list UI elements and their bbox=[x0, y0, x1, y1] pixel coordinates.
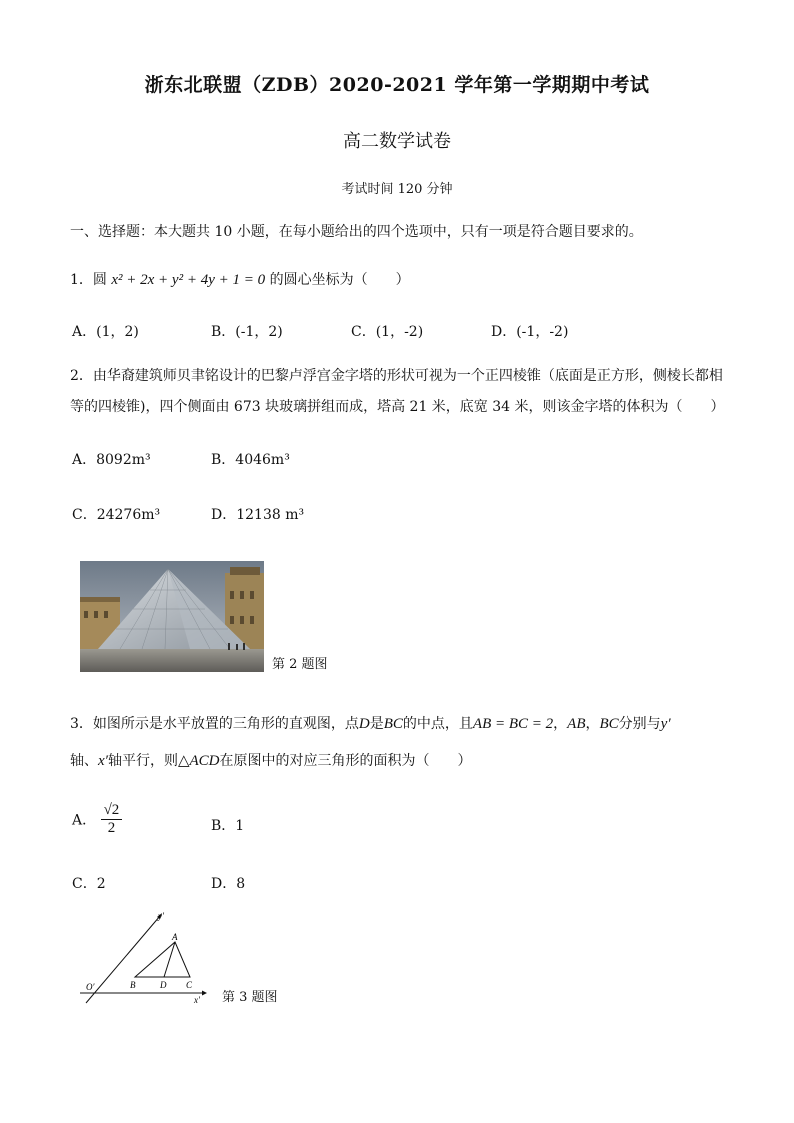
q1-option-b[interactable]: B．(-1，2) bbox=[211, 324, 283, 340]
label-o-prime: O′ bbox=[86, 982, 95, 992]
q3-segment-ab: AB bbox=[567, 716, 586, 732]
q1-option-a[interactable]: A．(1，2) bbox=[72, 324, 139, 340]
exam-subtitle: 高二数学试卷 bbox=[343, 131, 451, 152]
q3-text-b: 是 bbox=[369, 716, 384, 732]
q3-figure-caption: 第 3 题图 bbox=[222, 990, 278, 1005]
q3-triangle-acd: △ACD bbox=[177, 753, 220, 769]
label-d: D bbox=[160, 980, 167, 990]
exam-title: 浙东北联盟（ZDB）2020-2021 学年第一学期期中考试 bbox=[144, 74, 650, 96]
q3-x-prime: x′ bbox=[98, 753, 108, 769]
exam-time: 考试时间 120 分钟 bbox=[341, 182, 453, 197]
q3-equation: AB = BC = 2 bbox=[472, 716, 554, 732]
fraction-numerator: √2 bbox=[101, 802, 123, 820]
q3-text-c: 的中点，且 bbox=[402, 716, 473, 732]
q1-prefix: 1．圆 bbox=[70, 272, 107, 288]
q3-text-d: ， bbox=[553, 716, 568, 732]
q3-option-a[interactable] bbox=[72, 802, 122, 837]
q3-figure bbox=[78, 908, 218, 1008]
q3-text-f: 分别与 bbox=[618, 716, 661, 732]
q3-option-d[interactable]: D．8 bbox=[211, 876, 246, 892]
q1-option-c[interactable]: C．(1，-2) bbox=[351, 324, 424, 340]
q1-equation: x² + 2x + y² + 4y + 1 = 0 bbox=[111, 272, 266, 288]
q3-y-prime: y′ bbox=[660, 716, 671, 732]
question-1 bbox=[70, 270, 410, 290]
q3-line2 bbox=[70, 751, 472, 771]
q3-point-d: D bbox=[358, 716, 370, 732]
label-b: B bbox=[130, 980, 136, 990]
q3-segment-bc-2: BC bbox=[599, 716, 619, 732]
pyramid-photo bbox=[80, 561, 264, 672]
q2-option-d[interactable]: D．12138 m³ bbox=[211, 507, 305, 523]
q3-line1 bbox=[70, 714, 671, 734]
q3-option-a-fraction bbox=[101, 802, 123, 837]
q2-line2: 等的四棱锥)，四个侧面由 673 块玻璃拼组而成，塔高 21 米，底宽 34 米，则该金字塔的体积为（ ） bbox=[70, 399, 725, 415]
q3-text-a: 3．如图所示是水平放置的三角形的直观图，点 bbox=[70, 716, 359, 732]
triangle-abc bbox=[135, 942, 190, 977]
q3-text-e: ， bbox=[585, 716, 600, 732]
q2-option-b[interactable]: B．4046m³ bbox=[211, 452, 290, 468]
q3-segment-bc: BC bbox=[383, 716, 403, 732]
q3-option-c[interactable]: C．2 bbox=[72, 876, 106, 892]
x-axis-arrow bbox=[202, 991, 207, 996]
q1-suffix: 的圆心坐标为（ ） bbox=[269, 272, 410, 288]
fraction-denominator: 2 bbox=[107, 820, 116, 836]
q3-text-i: 在原图中的对应三角形的面积为（ ） bbox=[219, 753, 472, 769]
q2-option-c[interactable]: C．24276m³ bbox=[72, 507, 161, 523]
section-heading: 一、选择题：本大题共 10 小题，在每小题给出的四个选项中，只有一项是符合题目要求的。 bbox=[70, 224, 643, 240]
q2-figure-caption: 第 2 题图 bbox=[272, 657, 328, 672]
q3-text-h: 轴平行，则 bbox=[107, 753, 178, 769]
label-x-prime: x′ bbox=[194, 995, 200, 1005]
q3-option-a-label: A． bbox=[72, 812, 97, 829]
q2-option-a[interactable]: A．8092m³ bbox=[72, 452, 151, 468]
q2-line1: 2．由华裔建筑师贝聿铭设计的巴黎卢浮宫金字塔的形状可视为一个正四棱锥（底面是正方形，侧棱长都相 bbox=[70, 368, 723, 384]
q3-text-g: 轴、 bbox=[70, 753, 98, 769]
q1-option-d[interactable]: D．(-1，-2) bbox=[491, 324, 569, 340]
y-axis-line bbox=[86, 916, 160, 1003]
label-c: C bbox=[186, 980, 193, 990]
q3-option-b[interactable]: B．1 bbox=[211, 818, 245, 834]
label-y-prime: y′ bbox=[158, 911, 164, 921]
label-a: A bbox=[172, 932, 178, 942]
